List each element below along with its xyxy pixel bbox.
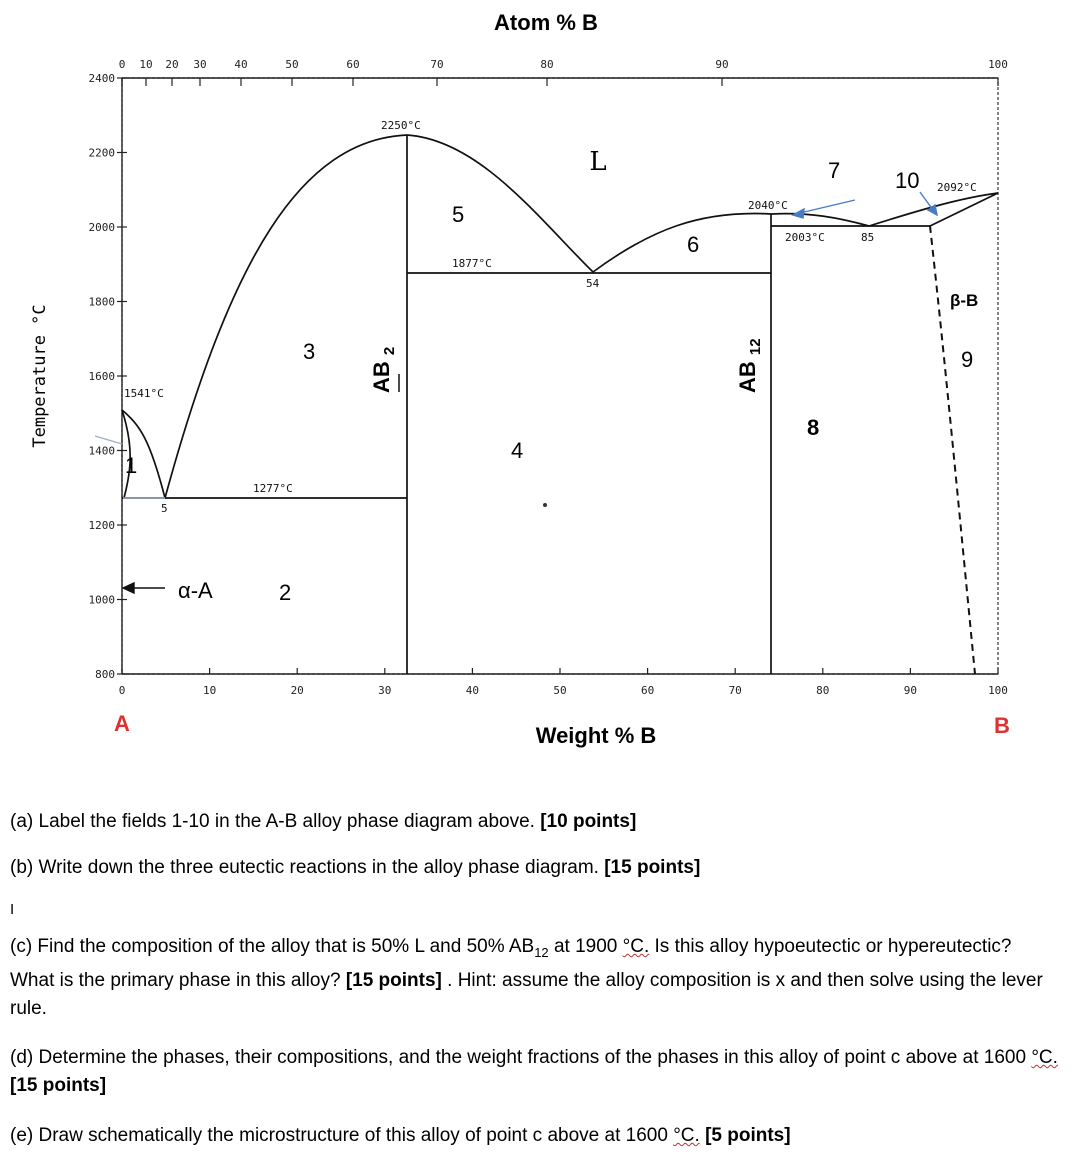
y-tick-group bbox=[89, 72, 128, 681]
label-2040: 2040°C bbox=[748, 199, 788, 212]
arrow-head-2092-icon bbox=[928, 205, 937, 215]
endpoint-b-label: B bbox=[994, 713, 1010, 738]
question-b bbox=[10, 854, 1060, 882]
field-3: 3 bbox=[303, 339, 316, 364]
question-c-unit: °C. bbox=[622, 936, 650, 957]
question-c-text1: (c) Find the composition of the alloy that is 50% L and 50% AB bbox=[10, 936, 535, 957]
question-c-text4: . Hint: assume the alloy composition is x and then solve using the lever rule. bbox=[10, 969, 1043, 1019]
phase-liquid: L bbox=[589, 147, 607, 177]
liquidus-to-ab12 bbox=[593, 213, 771, 272]
top-tick-label: 70 bbox=[430, 58, 444, 71]
field-9: 9 bbox=[961, 347, 974, 372]
question-a-text: (a) Label the fields 1-10 in the A-B alloy phase diagram above. bbox=[10, 811, 541, 832]
field-10: 10 bbox=[895, 168, 920, 193]
top-tick-label: 50 bbox=[285, 58, 299, 71]
x-tick-label: 20 bbox=[290, 684, 304, 697]
phase-ab2 bbox=[369, 347, 398, 393]
liquidus-a-to-ab2 bbox=[165, 135, 407, 498]
top-tick-label: 90 bbox=[715, 58, 729, 71]
top-tick-label: 0 bbox=[118, 58, 126, 71]
y-tick-label: 1800 bbox=[88, 295, 115, 309]
question-e-points: [5 points] bbox=[699, 1125, 791, 1146]
field-5: 5 bbox=[452, 202, 465, 227]
label-2003: 2003°C bbox=[785, 231, 825, 244]
question-e-text: (e) Draw schematically the microstructure of this alloy of point c above at 1600 bbox=[10, 1125, 674, 1146]
question-c bbox=[10, 933, 1060, 1023]
label-2250: 2250°C bbox=[381, 119, 421, 132]
endpoint-a-label: A bbox=[114, 711, 130, 736]
x-tick-label: 80 bbox=[816, 684, 830, 697]
x-tick-group bbox=[119, 668, 1008, 697]
top-axis-title: Atom % B bbox=[494, 10, 598, 35]
top-tick-label: 40 bbox=[234, 58, 248, 71]
plot-frame bbox=[122, 78, 998, 674]
field-2: 2 bbox=[279, 580, 292, 605]
phase-ab2-text: AB bbox=[369, 361, 394, 393]
field-7: 7 bbox=[828, 158, 841, 183]
question-d-points: [15 points] bbox=[10, 1075, 107, 1096]
top-tick-label: 80 bbox=[540, 58, 554, 71]
question-b-text: (b) Write down the three eutectic reactions in the alloy phase diagram. bbox=[10, 857, 605, 878]
x-tick-label: 60 bbox=[640, 684, 655, 697]
phase-lines bbox=[122, 135, 998, 674]
y-tick-label: 2200 bbox=[88, 146, 115, 160]
question-a-points: [10 points] bbox=[540, 811, 637, 832]
question-c-text3: Is this alloy hypoeutectic or hypereutectic? What is the primary phase in this alloy? bbox=[10, 936, 1012, 991]
arrow-line-2040 bbox=[800, 200, 855, 213]
y-tick-label: 1000 bbox=[88, 593, 115, 607]
field-8: 8 bbox=[807, 415, 820, 440]
x-tick-label: 10 bbox=[202, 684, 217, 697]
y-axis-title: Temperature °C bbox=[30, 304, 50, 448]
question-d-unit: °C. bbox=[1031, 1047, 1058, 1068]
y-tick-label: 1600 bbox=[88, 370, 115, 383]
text-cursor-glyph: I bbox=[10, 901, 15, 918]
field-6: 6 bbox=[687, 232, 700, 257]
question-d-text: (d) Determine the phases, their compositions, and the weight fractions of the phases in this alloy of point c above at 1600 bbox=[10, 1047, 1032, 1068]
question-e bbox=[10, 1122, 1060, 1150]
blue-arrows bbox=[95, 192, 937, 593]
phase-alpha: α-A bbox=[178, 578, 213, 603]
y-tick-label: 800 bbox=[95, 668, 115, 681]
top-tick-label: 100 bbox=[988, 58, 1008, 71]
bottom-axis-title: Weight % B bbox=[535, 723, 657, 748]
x-tick-label: 0 bbox=[118, 684, 126, 697]
question-c-sub: 12 bbox=[534, 944, 549, 960]
question-b-points: [15 points] bbox=[604, 857, 701, 878]
label-1541: 1541°C bbox=[124, 387, 164, 400]
top-tick-group bbox=[119, 58, 1008, 86]
label-85: 85 bbox=[861, 231, 875, 244]
phase-beta: β-B bbox=[950, 291, 979, 310]
phase-ab12-text: AB bbox=[735, 361, 760, 393]
field-numbers bbox=[125, 158, 973, 605]
y-tick-label: 1400 bbox=[88, 444, 115, 458]
label-5: 5 bbox=[161, 502, 168, 515]
y-tick-label: 2000 bbox=[88, 221, 115, 234]
field-1: 1 bbox=[125, 453, 138, 478]
x-tick-label: 100 bbox=[988, 684, 1008, 697]
x-tick-label: 50 bbox=[553, 684, 567, 697]
x-tick-label: 70 bbox=[728, 684, 742, 697]
top-tick-label: 20 bbox=[165, 58, 179, 71]
liquidus-ab2-right bbox=[407, 135, 593, 272]
point-labels bbox=[124, 119, 977, 515]
x-tick-label: 40 bbox=[465, 684, 480, 697]
liquidus-ab12-right bbox=[771, 214, 869, 226]
x-tick-label: 30 bbox=[378, 684, 392, 697]
phase-ab12 bbox=[735, 338, 764, 393]
label-1277: 1277°C bbox=[253, 482, 293, 495]
label-2092: 2092°C bbox=[937, 181, 977, 194]
arrow-head-alpha-icon bbox=[123, 583, 134, 593]
label-54: 54 bbox=[586, 277, 600, 290]
beta-solidus bbox=[930, 193, 998, 226]
question-e-unit: °C. bbox=[673, 1125, 700, 1146]
question-d bbox=[10, 1044, 1060, 1100]
top-tick-label: 60 bbox=[346, 58, 360, 71]
question-c-points: [15 points] bbox=[345, 969, 442, 991]
top-tick-label: 30 bbox=[193, 58, 207, 71]
field-4: 4 bbox=[511, 438, 524, 463]
phase-ab2-text-subscript: 2 bbox=[381, 346, 398, 356]
question-c-text2: at 1900 bbox=[548, 936, 623, 957]
text-cursor bbox=[10, 896, 1060, 924]
x-tick-label: 90 bbox=[903, 684, 918, 697]
top-tick-label: 10 bbox=[139, 58, 153, 71]
point-c-dot bbox=[543, 503, 547, 507]
y-tick-label: 2400 bbox=[88, 72, 115, 85]
question-a bbox=[10, 808, 1060, 836]
phase-ab12-text-subscript: 12 bbox=[747, 338, 764, 356]
mark-line-1541 bbox=[95, 436, 122, 444]
arrow-head-2040-icon bbox=[793, 209, 804, 218]
label-1877: 1877°C bbox=[452, 257, 492, 270]
y-tick-label: 1200 bbox=[88, 519, 115, 532]
